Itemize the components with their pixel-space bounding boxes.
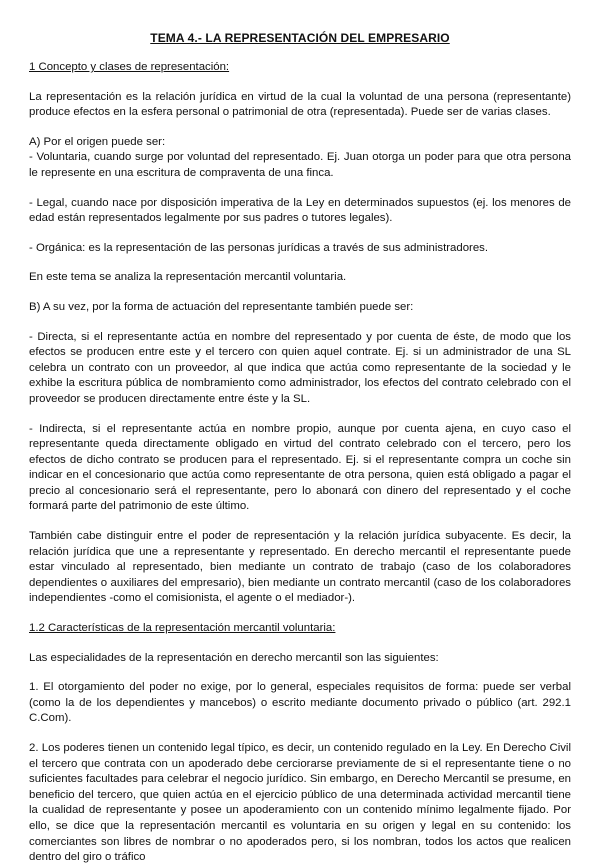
- list-item-2: 2. Los poderes tienen un contenido legal típico, es decir, un contenido regulado en la Ley. En Derecho Civil el tercero que contrata con un apoderado debe cerciorarse previamente de si el representante tiene o no suficientes facultades para celebrar el negocio jurídico. Sin embargo, en Derecho Mercantil se presume, en beneficio del tercero, que quien actúa en el ejercicio público de una determinada actividad mercantil tiene la cualidad de representante y posee un apoderamiento con un contenido mínimo legalmente fijado. Por ello, se dice que la representación mercantil es voluntaria en su origen y legal en su contenido: los comerciantes son libres de nombrar o no apoderados pero, si los nombran, todos los actos que realicen dentro del giro o tráfico: [29, 742, 571, 864]
- origin-block: [29, 135, 571, 182]
- origin-heading: A) Por el origen puede ser:: [29, 135, 166, 148]
- origin-organic: - Orgánica: es la representación de las personas jurídicas a través de sus administradores.: [29, 241, 489, 254]
- list-item-1: 1. El otorgamiento del poder no exige, por lo general, especiales requisitos de forma: puede ser verbal (como la de los dependientes y mancebos) o escrito mediante documento privado o público (art. 292.1 C.Com).: [29, 681, 571, 725]
- paragraph-intro: La representación es la relación jurídica en virtud de la cual la voluntad de una persona (representante) produce efectos en la esfera personal o patrimonial de otra (representada). Puede ser de varias clases.: [29, 90, 571, 119]
- action-direct: - Directa, si el representante actúa en nombre del representado y por cuenta de éste, de modo que los efectos se producen entre este y el tercero con quien aquel contrate. Ej. si un administrador de una SL celebra un contrato con un proveedor, al que indica que actúa como representante de la sociedad y le exhibe la escritura pública de nombramiento como administrador, los efectos del contrato celebrado con el proveedor se producen directamente entre éste y la SL.: [29, 330, 571, 405]
- action-indirect: - Indirecta, si el representante actúa en nombre propio, aunque por cuenta ajena, en cuyo caso el representante queda directamente obligado en virtud del contrato celebrado con el tercero, pero los efectos de dicho contrato se producen para el representado. Ej. si el representante compra un coche sin indicar en el concesionario que actúa como representante de otra persona, quien está obligado a pagar el precio al concesionario será el representante, pero lo abonará con dinero del representado y el coche formará parte del patrimonio de este último.: [29, 422, 571, 513]
- origin-voluntary: - Voluntaria, cuando surge por voluntad del representado. Ej. Juan otorga un poder para que otra persona le represente en una escritura de compraventa de una finca.: [29, 151, 571, 179]
- paragraph-scope: En este tema se analiza la representación mercantil voluntaria.: [29, 271, 347, 284]
- page-title: TEMA 4.- LA REPRESENTACIÓN DEL EMPRESARIO: [150, 31, 450, 45]
- paragraph-specialties: Las especialidades de la representación en derecho mercantil son las siguientes:: [29, 651, 439, 664]
- section-heading-concept: 1 Concepto y clases de representación:: [29, 61, 230, 73]
- section-heading-characteristics: 1.2 Características de la representación mercantil voluntaria:: [29, 622, 336, 635]
- origin-legal: - Legal, cuando nace por disposición imperativa de la Ley en determinados supuestos (ej. los menores de edad están representados legalmente por sus padres o tutores legales).: [29, 196, 571, 225]
- paragraph-distinction: También cabe distinguir entre el poder de representación y la relación jurídica subyacente. Es decir, la relación jurídica que une a representante y representado. En derecho mercantil el representante puede estar vinculado al representado, bien mediante un contrato de trabajo (caso de los colaboradores dependientes o auxiliares del empresario), bien mediante un contrato mercantil (caso de los colaboradores independientes -como el comisionista, el agente o el mediador-).: [29, 530, 571, 605]
- action-heading: B) A su vez, por la forma de actuación del representante también puede ser:: [29, 300, 414, 313]
